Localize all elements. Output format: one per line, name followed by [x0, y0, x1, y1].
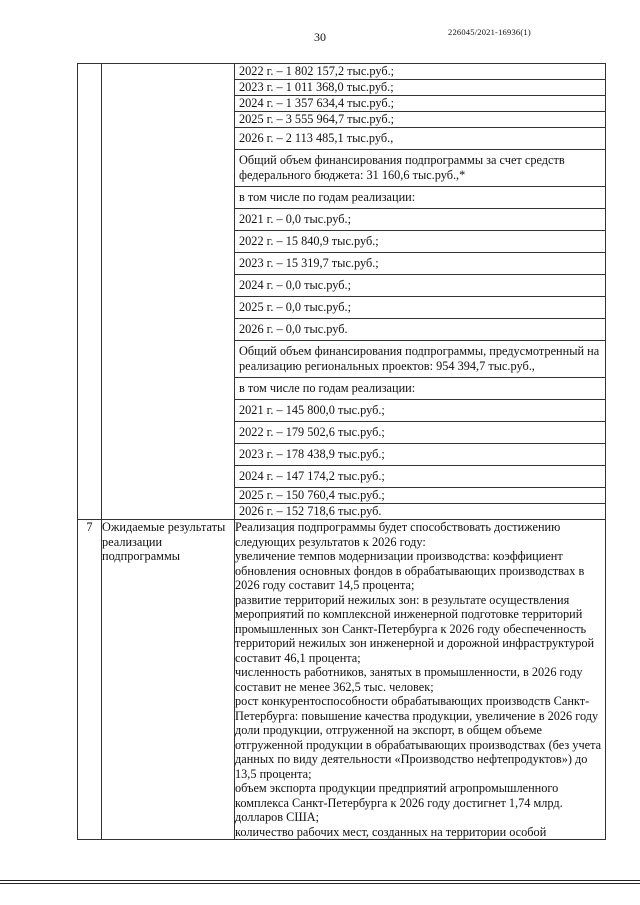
financing-line: 2023 г. – 1 011 368,0 тыс.руб.; — [235, 80, 605, 96]
financing-line: 2023 г. – 15 319,7 тыс.руб.; — [235, 253, 605, 275]
results-paragraph: рост конкурентоспособности обрабатывающих производств Санкт-Петербурга: повышение качества продукции, увеличение в 2026 году доли продукции, отгруженной на экспорт, в общем объеме отгруженной продукции в обрабатывающих производствах (без учета данных по виду деятельности «Производство нефтепродуктов») до 13,5 процента; — [235, 694, 602, 781]
financing-line: 2021 г. – 145 800,0 тыс.руб.; — [235, 400, 605, 422]
financing-line: 2021 г. – 0,0 тыс.руб.; — [235, 209, 605, 231]
row-number: 7 — [78, 520, 102, 840]
financing-line: 2026 г. – 2 113 485,1 тыс.руб., — [235, 128, 605, 150]
expected-results-cell — [235, 520, 606, 840]
results-paragraph: количество рабочих мест, созданных на территории особой — [235, 824, 547, 839]
footer-rule — [0, 880, 640, 884]
row-number-cell — [78, 64, 102, 520]
financing-line: 2024 г. – 0,0 тыс.руб.; — [235, 275, 605, 297]
table-row-financing — [78, 64, 606, 520]
financing-line: 2026 г. – 152 718,6 тыс.руб. — [239, 504, 382, 518]
financing-line: 2025 г. – 3 555 964,7 тыс.руб.; — [235, 112, 605, 128]
subprogram-passport-table — [77, 63, 606, 840]
regional-projects-total: Общий объем финансирования подпрограммы, предусмотренный на реализацию региональных проектов: 954 394,7 тыс.руб., — [235, 341, 605, 378]
financing-line: в том числе по годам реализации: — [235, 187, 605, 209]
financing-line: 2024 г. – 1 357 634,4 тыс.руб.; — [235, 96, 605, 112]
page-number: 30 — [314, 30, 326, 44]
financing-line: 2025 г. – 150 760,4 тыс.руб.; — [235, 488, 605, 504]
financing-line: 2022 г. – 179 502,6 тыс.руб.; — [235, 422, 605, 444]
financing-line: 2022 г. – 1 802 157,2 тыс.руб.; — [235, 64, 605, 80]
financing-line: 2022 г. – 15 840,9 тыс.руб.; — [235, 231, 605, 253]
row-name-cell — [102, 64, 235, 520]
table-row-expected-results — [78, 520, 606, 840]
results-paragraph: увеличение темпов модернизации производства: коэффициент обновления основных фондов в обрабатывающих производствах в 2026 году составит 14,5 процента; — [235, 549, 585, 592]
financing-values-cell — [235, 64, 606, 520]
federal-budget-total: Общий объем финансирования подпрограммы за счет средств федерального бюджета: 31 160,6 тыс.руб.,* — [235, 150, 605, 187]
row-name: Ожидаемые результаты реализации подпрограммы — [102, 520, 235, 840]
financing-line: 2023 г. – 178 438,9 тыс.руб.; — [235, 444, 605, 466]
financing-line: 2025 г. – 0,0 тыс.руб.; — [235, 297, 605, 319]
document-id: 226045/2021-16936(1) — [448, 27, 531, 37]
financing-line: 2026 г. – 0,0 тыс.руб. — [235, 319, 605, 341]
financing-line: в том числе по годам реализации: — [235, 378, 605, 400]
results-paragraph: развитие территорий нежилых зон: в результате осуществления мероприятий по комплексной инженерной подготовке территорий промышленных зон Санкт-Петербурга к 2026 году обеспеченность территорий нежилых зон инженерной и дорожной инфраструктурой составит 46,1 процента; — [235, 592, 595, 665]
results-paragraph: объем экспорта продукции предприятий агропромышленного комплекса Санкт-Петербурга к 2026 году достигнет 1,74 млрд. долларов США; — [235, 781, 563, 824]
financing-line: 2024 г. – 147 174,2 тыс.руб.; — [235, 466, 605, 488]
results-paragraph: Реализация подпрограммы будет способствовать достижению следующих результатов к 2026 году: — [235, 520, 561, 549]
results-paragraph: численность работников, занятых в промышленности, в 2026 году составит не менее 362,5 тыс. человек; — [235, 665, 583, 694]
